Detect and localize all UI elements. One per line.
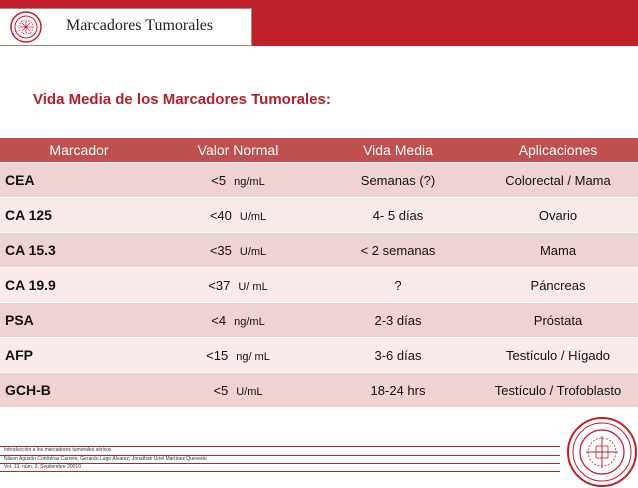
normal-value-number: <5 [211,172,227,188]
normal-value-unit: U/mL [239,245,267,258]
half-life: 2-3 días [318,303,478,338]
page-title: Marcadores Tumorales [66,17,214,34]
normal-value-unit: ng/mL [234,315,265,328]
normal-value-number: <5 [213,382,229,398]
footer-divider [0,471,560,472]
half-life: Semanas (?) [318,163,478,198]
table-row [0,303,638,338]
footer-line-3: Vol. 13, núm. 3, Septiembre 20010 [4,464,81,470]
journal-seal-icon [10,11,42,43]
marker-name: CA 19.9 [0,268,158,303]
table-row [0,198,638,233]
half-life: < 2 semanas [318,233,478,268]
normal-value [158,373,318,408]
footer-line-2: Nilson Agustín Contreras Carreto, Gerardo Lugo Álvarez, Jonathan Uriel Martínez Quevedo [4,456,207,462]
table-row [0,268,638,303]
footer-line-1: Introducción a los marcadores tumorales séricos [4,447,112,453]
table-row [0,373,638,408]
footer-divider [0,463,560,464]
normal-value [158,268,318,303]
normal-value-number: <15 [206,347,229,363]
applications: Mama [478,233,638,268]
table-row [0,338,638,373]
half-life: 3-6 días [318,338,478,373]
table-row [0,233,638,268]
normal-value-number: <35 [209,242,232,258]
applications: Colorectal / Mama [478,163,638,198]
normal-value-unit: U/ mL [238,280,268,293]
section-heading: Vida Media de los Marcadores Tumorales: [33,91,331,108]
marker-name: CEA [0,163,158,198]
column-header-marker: Marcador [0,138,158,163]
applications: Páncreas [478,268,638,303]
applications: Testículo / Trofoblasto [478,373,638,408]
normal-value-unit: U/mL [239,210,267,223]
marker-name: CA 125 [0,198,158,233]
half-life: 4- 5 días [318,198,478,233]
normal-value-number: <37 [208,277,231,293]
normal-value [158,303,318,338]
normal-value [158,198,318,233]
markers-table [0,138,638,407]
half-life: ? [318,268,478,303]
marker-name: CA 15.3 [0,233,158,268]
title-box [0,8,252,46]
table-header-row [0,138,638,163]
column-header-half-life: Vida Media [318,138,478,163]
marker-name: PSA [0,303,158,338]
marker-name: AFP [0,338,158,373]
half-life: 18-24 hrs [318,373,478,408]
normal-value-unit: ng/ mL [236,350,270,363]
normal-value [158,163,318,198]
normal-value-number: <40 [209,207,232,223]
column-header-applications: Aplicaciones [478,138,638,163]
applications: Ovario [478,198,638,233]
table-row [0,163,638,198]
normal-value-number: <4 [211,312,227,328]
marker-name: GCH-B [0,373,158,408]
applications: Testículo / Hígado [478,338,638,373]
normal-value-unit: ng/mL [234,175,265,188]
journal-seal-icon [566,416,638,488]
column-header-normal-value: Valor Normal [158,138,318,163]
normal-value-unit: U/mL [236,385,263,398]
applications: Próstata [478,303,638,338]
normal-value [158,233,318,268]
normal-value [158,338,318,373]
